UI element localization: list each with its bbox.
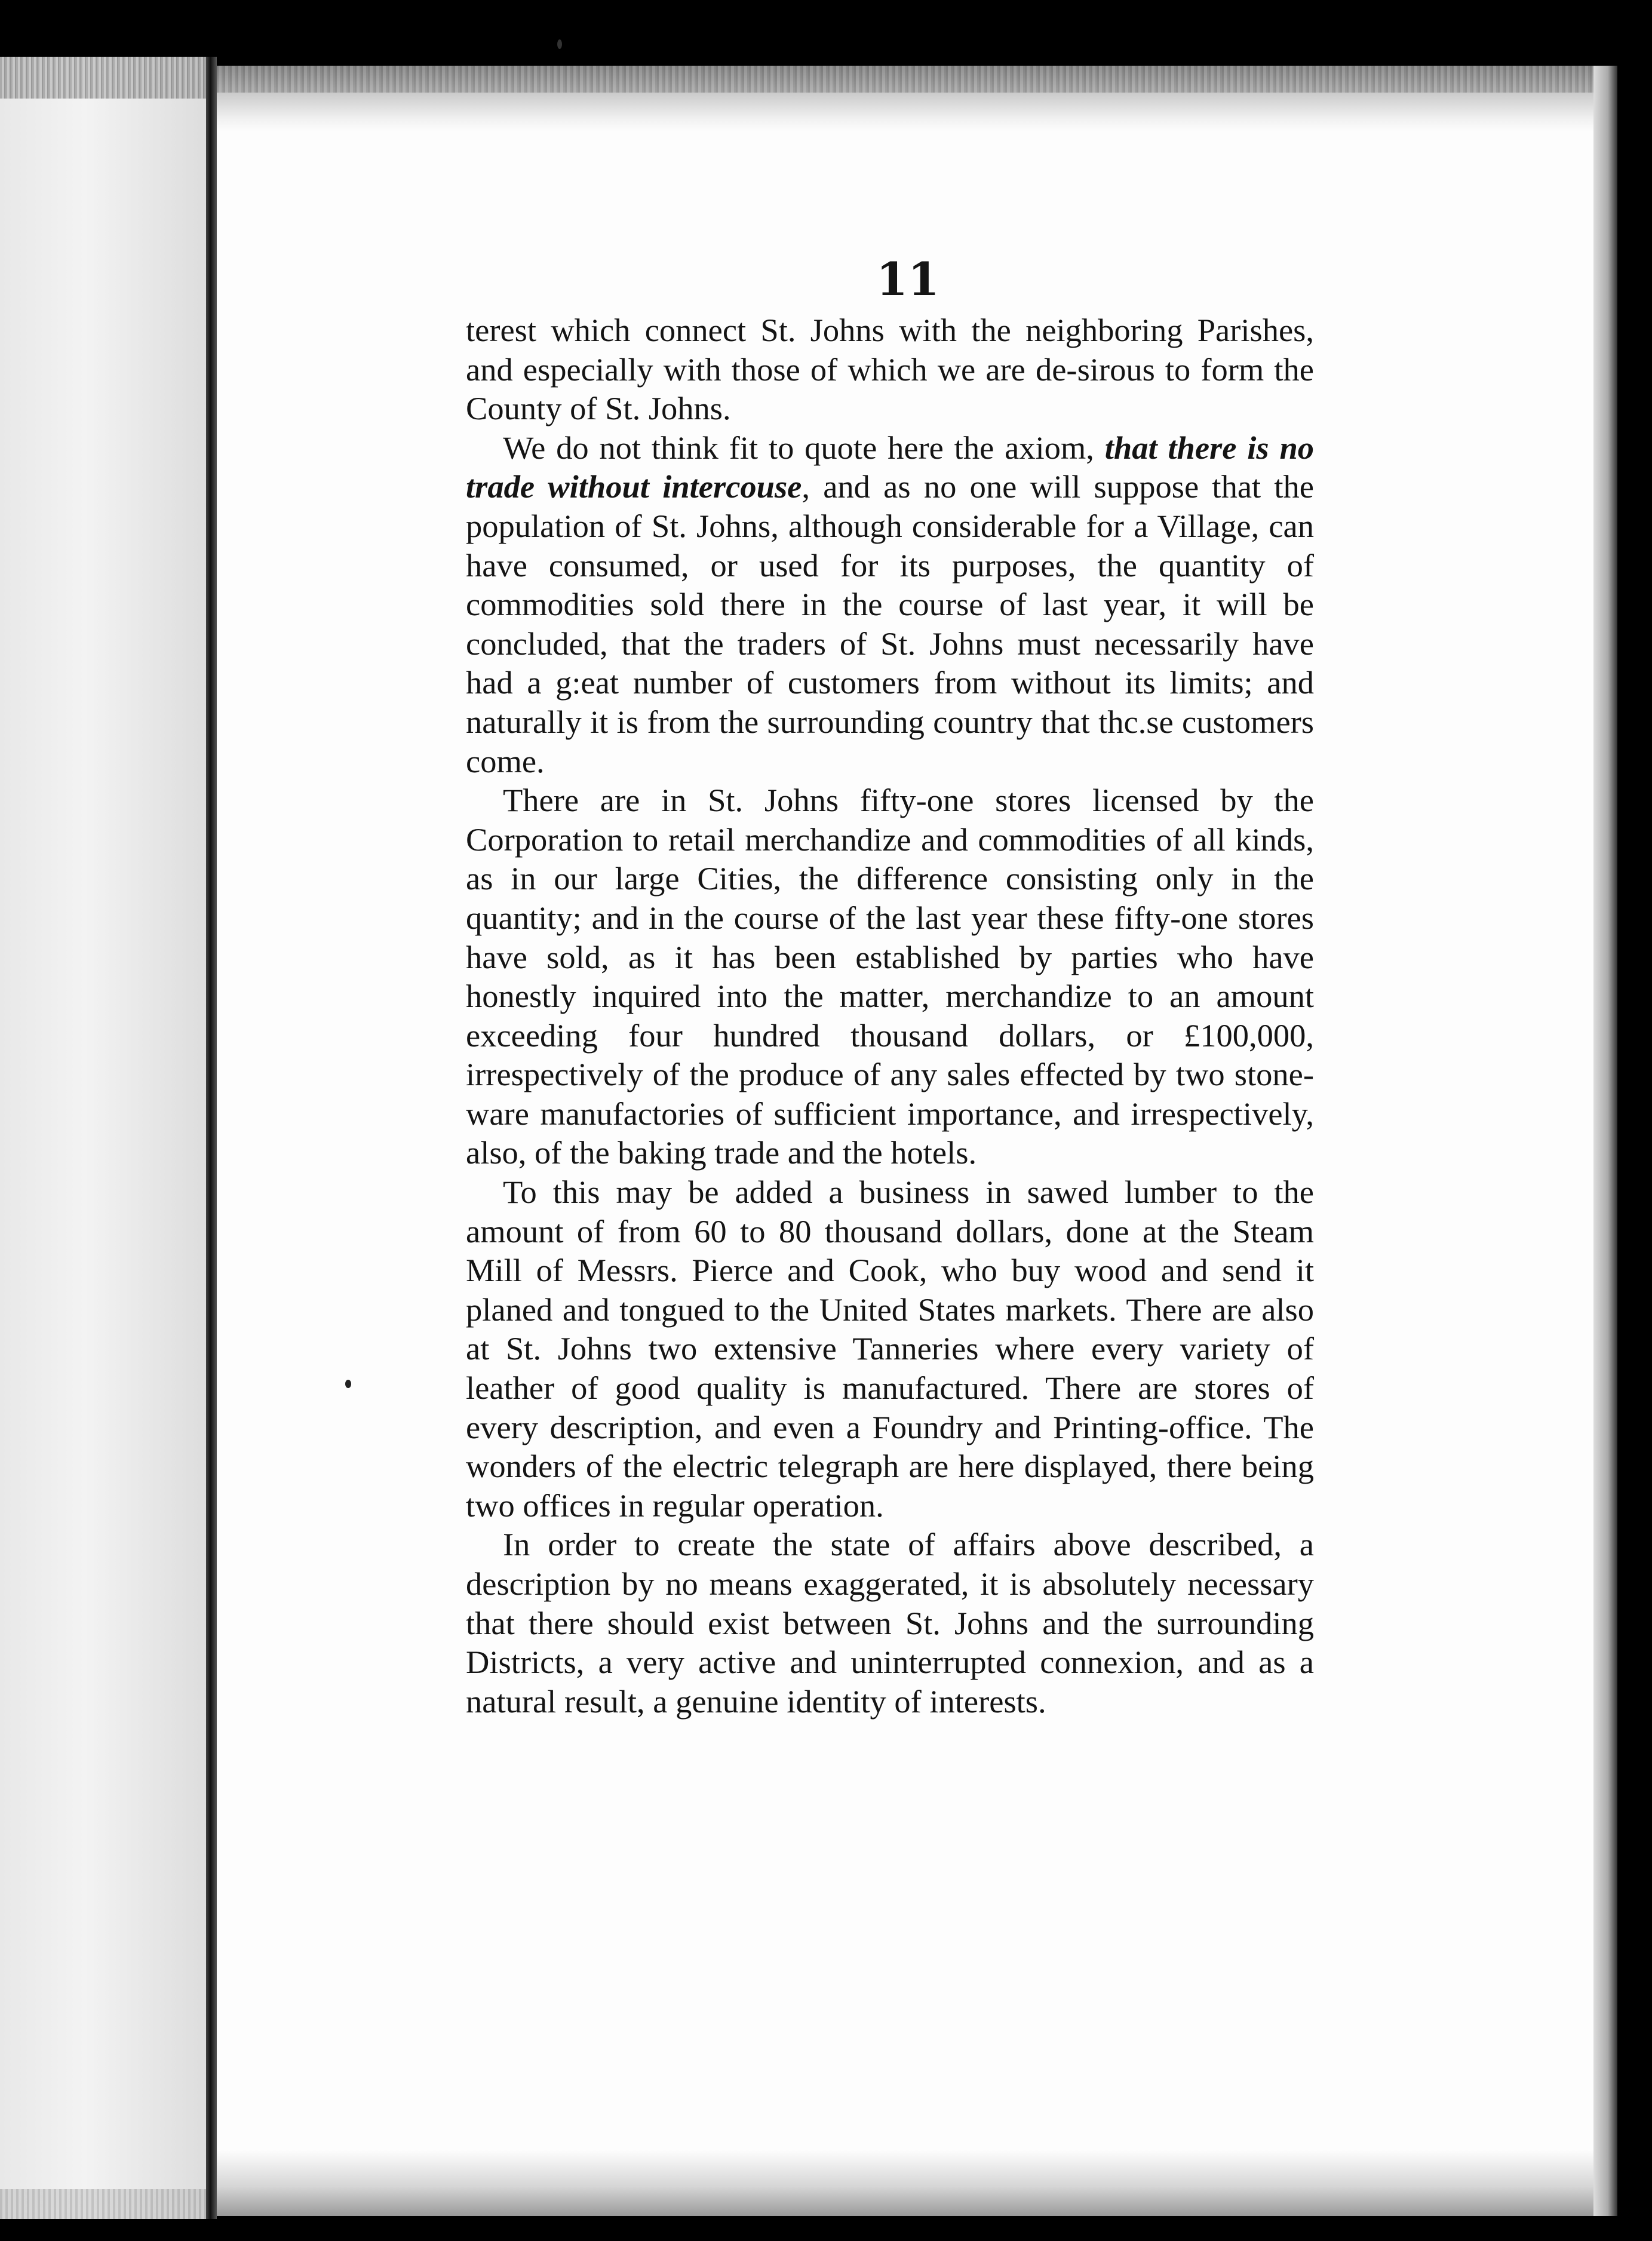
paragraph-2: [466, 428, 1314, 781]
paragraph-2-start: We do not think fit to quote here the axiom,: [503, 429, 1105, 466]
paragraph-2-end: , and as no one will suppose that the population of St. Johns, although considerable for a Village, can have consumed, or used for its purposes, the quantity of commodities sold there in the course of last year, it will be concluded, that the traders of St. Johns must necessarily have had a g:eat number of customers from without its limits; and naturally it is from the surrounding country that thc.se customers come.: [466, 468, 1314, 779]
paragraph-2-axiom: that there is no trade without intercouse: [466, 429, 1315, 505]
paragraph-5: In order to create the state of affairs above described, a description by no means exaggerated, it is absolutely necessary that there should exist between St. Johns and the surrounding Districts, a very active and uninterrupted connexion, and as a natural result, a genuine identity of interests.: [466, 1526, 1314, 1720]
page-bottom-edge: [217, 2150, 1593, 2216]
paragraph-4: To this may be added a business in sawed lumber to the amount of from 60 to 80 thousand dollars, done at the Steam Mill of Messrs. Pierce and Cook, who buy wood and send it planed and tongued to the United States markets. There are also at St. Johns two extensive Tanneries where every variety of leather of good quality is manufactured. There are stores of every description, and even a Foundry and Printing-office. The wonders of the electric telegraph are here displayed, there being two offices in regular operation.: [466, 1174, 1314, 1524]
margin-speck: [345, 1380, 351, 1388]
paragraph-3: There are in St. Johns fifty-one stores licensed by the Corporation to retail merchandize and commodities of all kinds, as in our large Cities, the difference consisting only in the quantity; and in the course of the last year these fifty-one stores have sold, as it has been established by parties who have honestly inquired into the matter, merchandize to an amount exceeding four hundred thousand dollars, or £100,000, irrespectively of the produce of any sales effected by two stone-ware manufactories of sufficient importance, and irrespectively, also, of the baking trade and the hotels.: [466, 782, 1314, 1171]
book-gutter: [206, 57, 217, 2219]
page-top-edge: [217, 66, 1593, 131]
body-text: [466, 311, 1314, 1721]
page-right-edge: [1593, 66, 1617, 2216]
paragraph-1-line-1: terest which connect St. Johns with the neighboring Parishes, and especially with those of which we are de-: [466, 312, 1314, 388]
paragraph-1-line-2: sirous to form the County of St. Johns.: [466, 351, 1314, 427]
page-number: 11: [876, 253, 939, 306]
left-page-edge: [0, 57, 212, 2219]
scan-speck: [557, 39, 562, 49]
paragraph-1: [466, 311, 1314, 428]
